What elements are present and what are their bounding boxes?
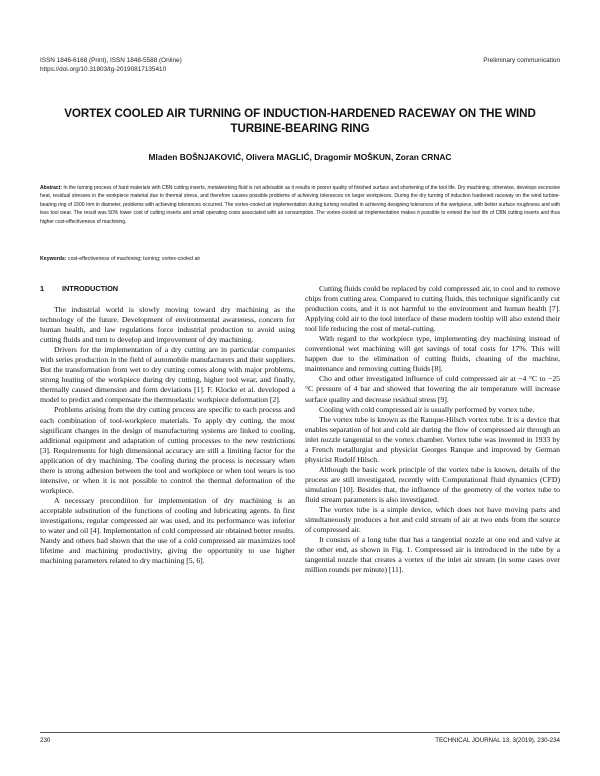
paper-title: VORTEX COOLED AIR TURNING OF INDUCTION-HARDENED RACEWAY ON THE WIND TURBINE-BEARING RING <box>64 107 536 135</box>
abstract-label: Abstract: <box>40 185 62 191</box>
paragraph: Cooling with cold compressed air is usually performed by vortex tube. <box>319 404 535 414</box>
footer-rule <box>40 732 560 733</box>
paragraph: The vortex tube is a simple device, which does not have moving parts and simultaneously produces a hot and cold stream of air at two ends from the source of compressed air. <box>305 505 560 535</box>
paragraph: With regard to the workpiece type, implementing dry machining instead of conventional wet machining will get savings of total costs for 17%. This will happen due to the elimination of cutting fluids, cleaning of the machine, maintenance and removing cutting fluids [8]. <box>305 334 560 374</box>
abstract <box>40 184 560 226</box>
issn-line: ISSN 1846-6168 (Print), ISSN 1848-5588 (Online) <box>40 57 182 64</box>
paragraph: The vortex tube is known as the Ranque-Hilsch vortex tube. It is a device that enables separation of hot and cold air during the flow of compressed air through an inlet nozzle tangential to the vortex chamber. Vortex tube was invented in 1933 by a French metallurgist and physicist Georges Ranque and improved by German physicist Rudolf Hilsch. <box>305 414 560 464</box>
paragraph: Cho and other investigated influence of cold compressed air at −4 °C to −25 °C pressure of 4 bar and showed that lowering the air temperature will increase surface quality and decrease residual stress [9]. <box>305 374 560 404</box>
journal-citation: TECHNICAL JOURNAL 13, 3(2019), 230-234 <box>435 737 560 744</box>
header-identifiers <box>40 56 182 74</box>
keywords <box>40 255 560 263</box>
paragraph: Drivers for the implementation of a dry cutting are in particular companies with series production in the field of automobile manufacturers and their suppliers. But the transformation from wet to dry cutting comes along with major problems, strong heating of the workpiece during dry cutting, higher tool wear, and finally, thermally caused dimension and form deviations [1]. F. Klocke et al. developed a model to predict and compensate the thermoelastic workpiece deformation [2]. <box>40 345 295 405</box>
paragraph: Although the basic work principle of the vortex tube is known, details of the process are still investigated, recently with Computational fluid dynamics (CFD) simulation [10]. Besides that, the influence of the geometry of the vortex tube to fluid stream parameters is also investigated. <box>305 464 560 504</box>
abstract-text: In the turning process of hard materials with CBN cutting inserts, metalworking fluid is not advisable as it results in poorer quality of finished surface and shortening of the tool life. Dry machining, otherwise, develops excessive heat, residual stresses in the workpiece material due to thermal stress, and therefore causes possible problems of achieving tolerances on larger workpieces. During the dry turning of induction hardened raceway on the wind turbine-bearing ring of 1500 mm in diameter, problems with achieving tolerances occurred. The vortex-cooled air implementation during turning resulted in achieving designing tolerances of the workpiece, with better surface roughness and with less tool wear. The result was 50% lower cost of cutting inserts and small operating costs associated with air consumption. The vortex-cooled air implementation makes it possible to extend the tool life of CBN cutting inserts and thus higher cost-effectiveness of machining. <box>40 185 560 225</box>
keywords-text: cost-effectiveness of machining; turning; vortex-cooled air <box>66 256 201 262</box>
doi-link[interactable]: https://doi.org/10.31803/tg-20190817135410 <box>40 66 167 73</box>
author-list: Mladen BOŠNJAKOVIĆ, Olivera MAGLIĆ, Dragomir MOŠKUN, Zoran CRNAC <box>148 152 452 162</box>
paragraph: A necessary precondition for implementation of dry machining is an acceptable substitution of the functions of cooling and lubricating agents. In first investigations, regular compressed air was used, and its performance was inferior to water and oil [4]. Implementation of cold compressed air obtained better results. Nandy and others had shown that the use of a cold compressed air maximizes tool lifetime and machining productivity, giving the opportunity to use higher machining parameters related to dry machining [5, 6]. <box>40 495 295 566</box>
paragraph: Cutting fluids could be replaced by cold compressed air, to cool and to remove chips from cutting area. Compared to cutting fluids, this technique significantly cut production costs, and it is not harmful to the environment and human health [7]. Applying cold air to the tool interface of these modern tooltip will also extend their tool life reducing the cost of metal-cutting. <box>305 284 560 334</box>
left-column <box>40 284 295 566</box>
right-column <box>305 284 560 575</box>
section-heading <box>40 284 295 293</box>
paragraph: It consists of a long tube that has a tangential nozzle at one end and valve at the other end, as shown in Fig. 1. Compressed air is introduced in the tube by a tangential nozzle that creates a vortex of the inlet air stream (in some cases over million rounds per minute) [11]. <box>305 535 560 575</box>
section-number: 1 <box>40 284 45 293</box>
paragraph: Problems arising from the dry cutting process are specific to each process and each combination of tool-workpiece materials. To apply dry cutting, the most significant changes in the design of manufacturing systems are linked to cooling, additional equipment and adaptation of cutting processes to the new restrictions [3]. Requirements for high dimensional accuracy are still a limiting factor for the application of dry machining. The cooling during the process is necessary when there is strong adhesion between the tool and workpiece or when tool wears is too intensive, or when it is not possible to control the thermal deformation of the workpiece. <box>40 405 295 495</box>
page-number: 230 <box>40 737 51 744</box>
section-title: INTRODUCTION <box>62 284 119 293</box>
article-type: Preliminary communication <box>483 57 560 64</box>
keywords-label: Keywords: <box>40 256 67 262</box>
paragraph: The industrial world is slowly moving toward dry machining as the technology of the future. Development of environmental awareness, concern for human health, and law regulations force industrial production to avoid using cutting fluids and turn to develop and improvement of dry machining. <box>40 305 295 345</box>
